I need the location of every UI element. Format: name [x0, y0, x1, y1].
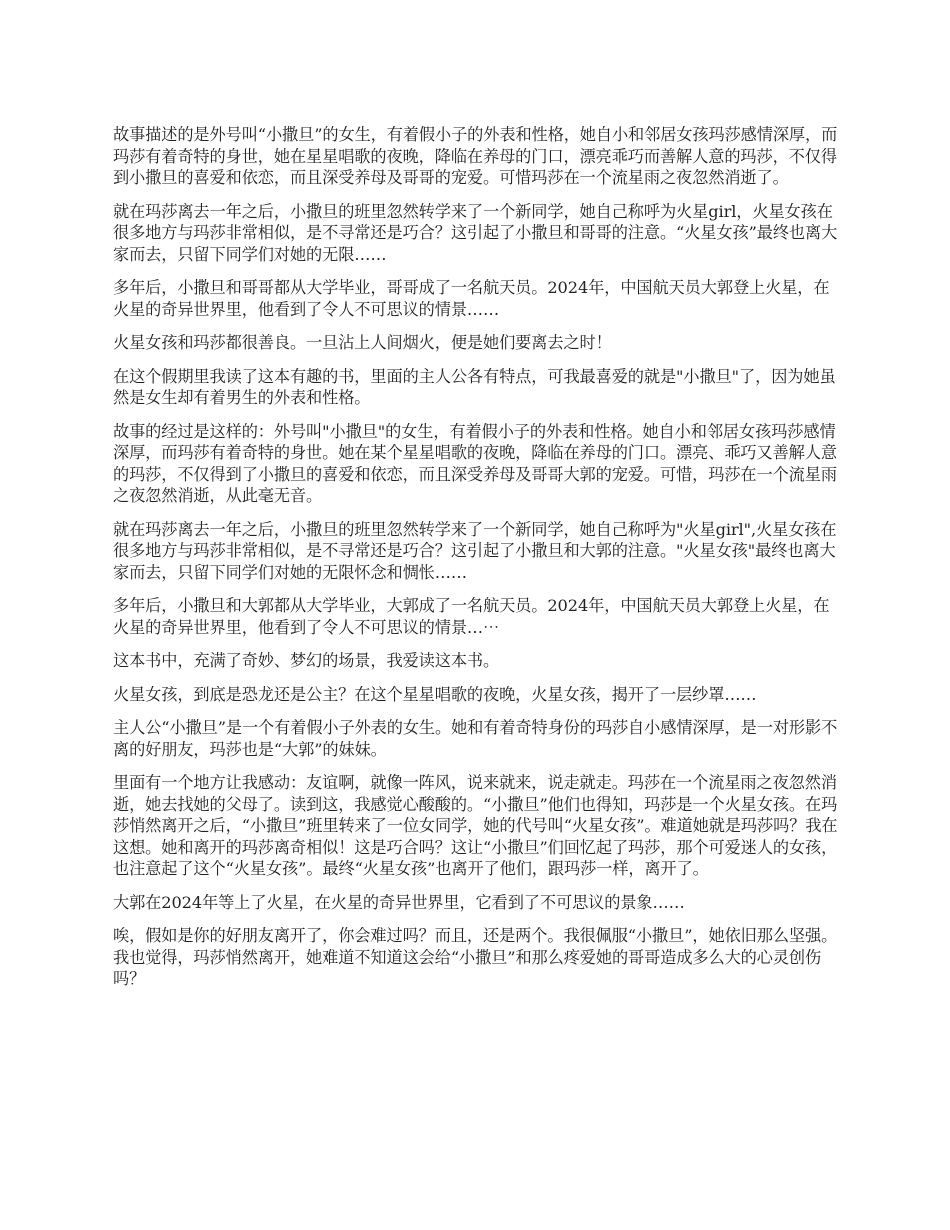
paragraph: 里面有一个地方让我感动：友谊啊，就像一阵风，说来就来，说走就走。玛莎在一个流星雨之夜忽然消逝，她去找她的父母了。读到这，我感觉心酸酸的。“小撒旦”他们也得知，玛莎是一个火星女孩。在玛莎悄然离开之后，“小撒旦”班里转来了一位女同学，她的代号叫“火星女孩”。难道她就是玛莎吗？我在这想。她和离开的玛莎离奇相似！这是巧合吗？这让“小撒旦”们回忆起了玛莎，那个可爱迷人的女孩，也注意起了这个“火星女孩”。最终“火星女孩”也离开了他们，跟玛莎一样，离开了。 [113, 773, 838, 879]
paragraph: 火星女孩，到底是恐龙还是公主？在这个星星唱歌的夜晚，火星女孩，揭开了一层纱罩…… [113, 684, 757, 704]
paragraph: 这本书中，充满了奇妙、梦幻的场景，我爱读这本书。 [113, 651, 500, 671]
paragraph: 大郭在2024年等上了火星，在火星的奇异世界里，它看到了不可思议的景象…… [113, 892, 685, 912]
paragraph: 主人公“小撒旦”是一个有着假小子外表的女生。她和有着奇特身份的玛莎自小感情深厚，是一对形影不离的好朋友，玛莎也是“大郭”的妹妹。 [113, 718, 838, 759]
paragraph: 就在玛莎离去一年之后，小撒旦的班里忽然转学来了一个新同学，她自己称呼为火星girl，火星女孩在很多地方与玛莎非常相似，是不寻常还是巧合？这引起了小撒旦和哥哥的注意。“火星女孩”最终也离大家而去，只留下同学们对她的无限…… [113, 201, 838, 264]
paragraph: 故事的经过是这样的：外号叫"小撒旦"的女生，有着假小子的外表和性格。她自小和邻居女孩玛莎感情深厚，而玛莎有着奇特的身世。她在某个星星唱歌的夜晚，降临在养母的门口。漂亮、乖巧又善解人意的玛莎，不仅得到了小撒旦的喜爱和依恋，而且深受养母及哥哥大郭的宠爱。可惜，玛莎在一个流星雨之夜忽然消逝，从此毫无音。 [113, 421, 837, 506]
document-body [113, 124, 843, 1002]
paragraph: 多年后，小撒旦和大郭都从大学毕业，大郭成了一名航天员。2024年，中国航天员大郭登上火星，在火星的奇异世界里，他看到了令人不可思议的情景…⋯ [113, 596, 830, 637]
paragraph: 火星女孩和玛莎都很善良。一旦沾上人间烟火，便是她们要离去之时！ [113, 333, 612, 353]
paragraph: 就在玛莎离去一年之后，小撒旦的班里忽然转学来了一个新同学，她自己称呼为"火星girl",火星女孩在很多地方与玛莎非常相似，是不寻常还是巧合？这引起了小撒旦和大郭的注意。"火星女孩"最终也离大家而去，只留下同学们对她的无限怀念和惆怅…… [113, 519, 837, 582]
paragraph: 多年后，小撒旦和哥哥都从大学毕业，哥哥成了一名航天员。2024年，中国航天员大郭登上火星，在火星的奇异世界里，他看到了令人不可思议的情景…… [113, 278, 830, 319]
paragraph: 在这个假期里我读了这本有趣的书，里面的主人公各有特点，可我最喜爱的就是"小撒旦"了，因为她虽然是女生却有着男生的外表和性格。 [113, 366, 836, 408]
paragraph: 唉，假如是你的好朋友离开了，你会难过吗？而且，还是两个。我很佩服“小撒旦”，她依旧那么坚强。我也觉得，玛莎悄然离开，她难道不知道这会给“小撒旦”和那么疼爱她的哥哥造成多么大的心灵创伤吗？ [113, 926, 838, 989]
paragraph: 故事描述的是外号叫“小撒旦”的女生，有着假小子的外表和性格，她自小和邻居女孩玛莎感情深厚，而玛莎有着奇特的身世，她在星星唱歌的夜晚，降临在养母的门口，漂亮乖巧而善解人意的玛莎，不仅得到小撒旦的喜爱和依恋，而且深受养母及哥哥的宠爱。可惜玛莎在一个流星雨之夜忽然消逝了。 [113, 125, 838, 188]
